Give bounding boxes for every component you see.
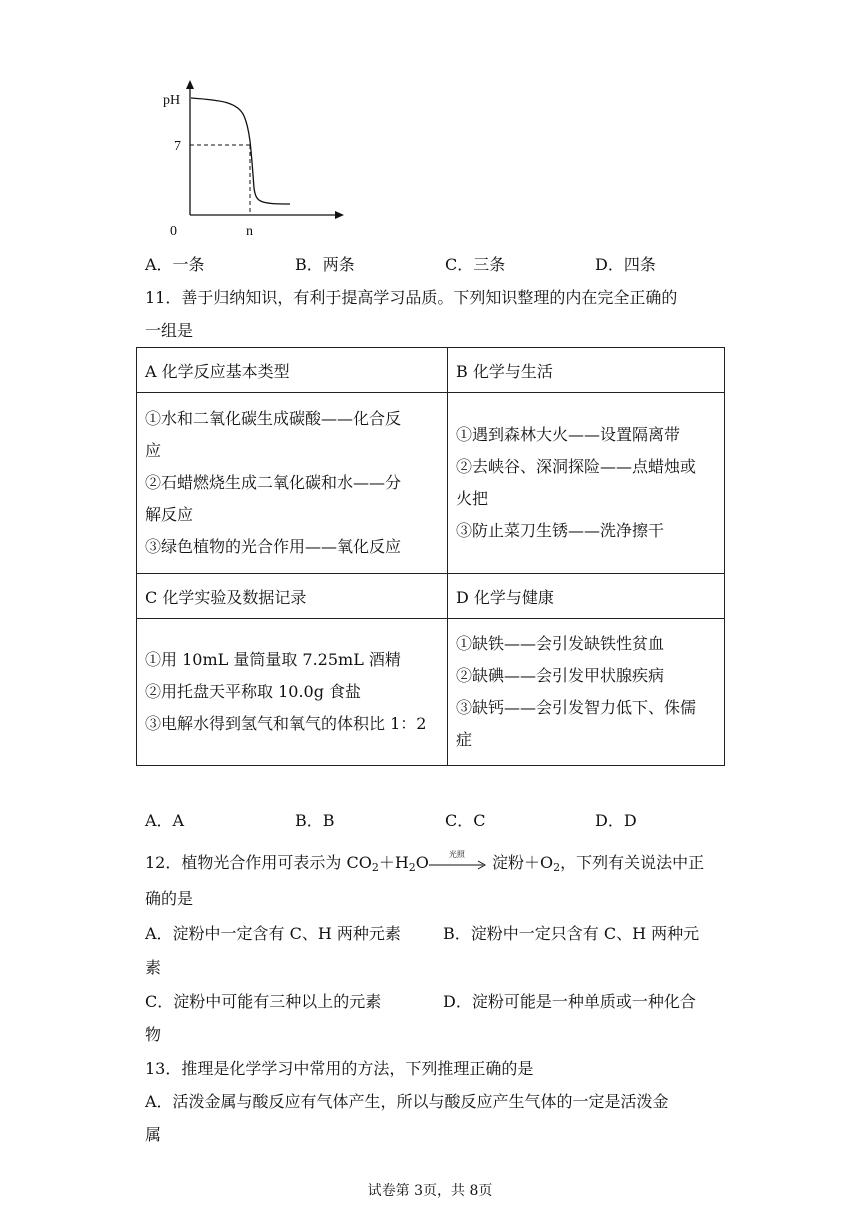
h2o-subscript: 2 <box>408 861 416 874</box>
ph-curve <box>191 98 290 204</box>
reaction-arrow <box>429 849 487 873</box>
q12-option-b-wrap: 素 <box>145 958 162 977</box>
arrow-condition-label: 光照 <box>448 849 465 859</box>
q12-option-a[interactable]: A．淀粉中一定含有 C、H 两种元素 <box>145 924 401 943</box>
table-header-a: A 化学反应基本类型 <box>137 348 448 393</box>
q12-o: O <box>415 853 429 872</box>
q11-option-d[interactable]: D．D <box>595 811 637 830</box>
q12-option-b[interactable]: B．淀粉中一定只含有 C、H 两种元 <box>443 924 700 943</box>
d-item-1: ①缺铁——会引发缺铁性贫血 <box>456 634 665 653</box>
y-tick-7: 7 <box>174 139 181 154</box>
q12-option-c[interactable]: C．淀粉中可能有三种以上的元素 <box>145 992 382 1011</box>
q12-plus-h: ＋H <box>378 853 409 872</box>
q11-stem-line1: 11．善于归纳知识，有利于提高学习品质。下列知识整理的内在完全正确的 <box>145 288 678 307</box>
table-header-d: D 化学与健康 <box>448 574 725 619</box>
q11-option-b[interactable]: B．B <box>295 811 335 830</box>
a-item-2: ②石蜡燃烧生成二氧化碳和水——分 <box>145 473 402 492</box>
q12-prefix: 12．植物光合作用可表示为 CO <box>145 853 372 872</box>
q10-option-d[interactable]: D．四条 <box>595 255 656 274</box>
x-tick-n: n <box>246 224 253 238</box>
a-item-3: ③绿色植物的光合作用——氧化反应 <box>145 537 402 556</box>
d-item-2: ②缺碘——会引发甲状腺疾病 <box>456 666 665 685</box>
q10-option-b[interactable]: B．两条 <box>295 255 355 274</box>
q11-option-a[interactable]: A．A <box>145 811 185 830</box>
q12-stem-line1 <box>145 850 704 874</box>
q11-options <box>145 808 745 832</box>
q12-tail: ，下列有关说法中正 <box>560 853 705 872</box>
q11-knowledge-table <box>136 347 725 766</box>
a-item-1-wrap: 应 <box>145 441 162 460</box>
q12-after-arrow: 淀粉＋O <box>492 853 554 872</box>
q12-stem-line2: 确的是 <box>145 889 194 908</box>
q10-option-c[interactable]: C．三条 <box>445 255 506 274</box>
b-item-3: ③防止菜刀生锈——洗净擦干 <box>456 521 665 540</box>
q11-option-c[interactable]: C．C <box>445 811 486 830</box>
q12-option-d[interactable]: D．淀粉可能是一种单质或一种化合 <box>443 992 696 1011</box>
c-item-2: ②用托盘天平称取 10.0g 食盐 <box>145 682 362 701</box>
d-item-3: ③缺钙——会引发智力低下、侏儒 <box>456 698 697 717</box>
a-item-2-wrap: 解反应 <box>145 505 194 524</box>
table-cell-d <box>448 619 725 766</box>
co2-subscript: 2 <box>371 861 379 874</box>
o2-subscript: 2 <box>553 861 561 874</box>
q13-option-a-line2: 属 <box>145 1125 162 1144</box>
q11-stem-line2: 一组是 <box>145 321 194 340</box>
q12-option-d-wrap: 物 <box>145 1025 162 1044</box>
b-item-1: ①遇到森林大火——设置隔离带 <box>456 425 681 444</box>
table-cell-a <box>137 393 448 574</box>
a-item-1: ①水和二氧化碳生成碳酸——化合反 <box>145 409 402 428</box>
y-axis-arrow <box>186 80 194 89</box>
table-header-c: C 化学实验及数据记录 <box>137 574 448 619</box>
x-axis-arrow <box>335 211 344 219</box>
q13-stem: 13．推理是化学学习中常用的方法，下列推理正确的是 <box>145 1059 534 1078</box>
y-axis-label: pH <box>163 93 181 108</box>
table-header-b: B 化学与生活 <box>448 348 725 393</box>
page-footer: 试卷第 3页，共 8页 <box>367 1183 493 1199</box>
origin-label: 0 <box>170 224 177 238</box>
b-item-2-wrap: 火把 <box>456 489 489 508</box>
q13-option-a-line1[interactable]: A．活泼金属与酸反应有气体产生，所以与酸反应产生气体的一定是活泼金 <box>145 1092 669 1111</box>
c-item-1: ①用 10mL 量筒量取 7.25mL 酒精 <box>145 650 401 669</box>
c-item-3: ③电解水得到氢气和氧气的体积比 1：2 <box>145 714 427 733</box>
table-cell-c <box>137 619 448 766</box>
q10-options <box>145 252 745 276</box>
q10-option-a[interactable]: A．一条 <box>145 255 205 274</box>
table-cell-b <box>448 393 725 574</box>
b-item-2: ②去峡谷、深洞探险——点蜡烛或 <box>456 457 697 476</box>
ph-titration-graph <box>160 78 350 238</box>
d-item-3-wrap: 症 <box>456 730 473 749</box>
